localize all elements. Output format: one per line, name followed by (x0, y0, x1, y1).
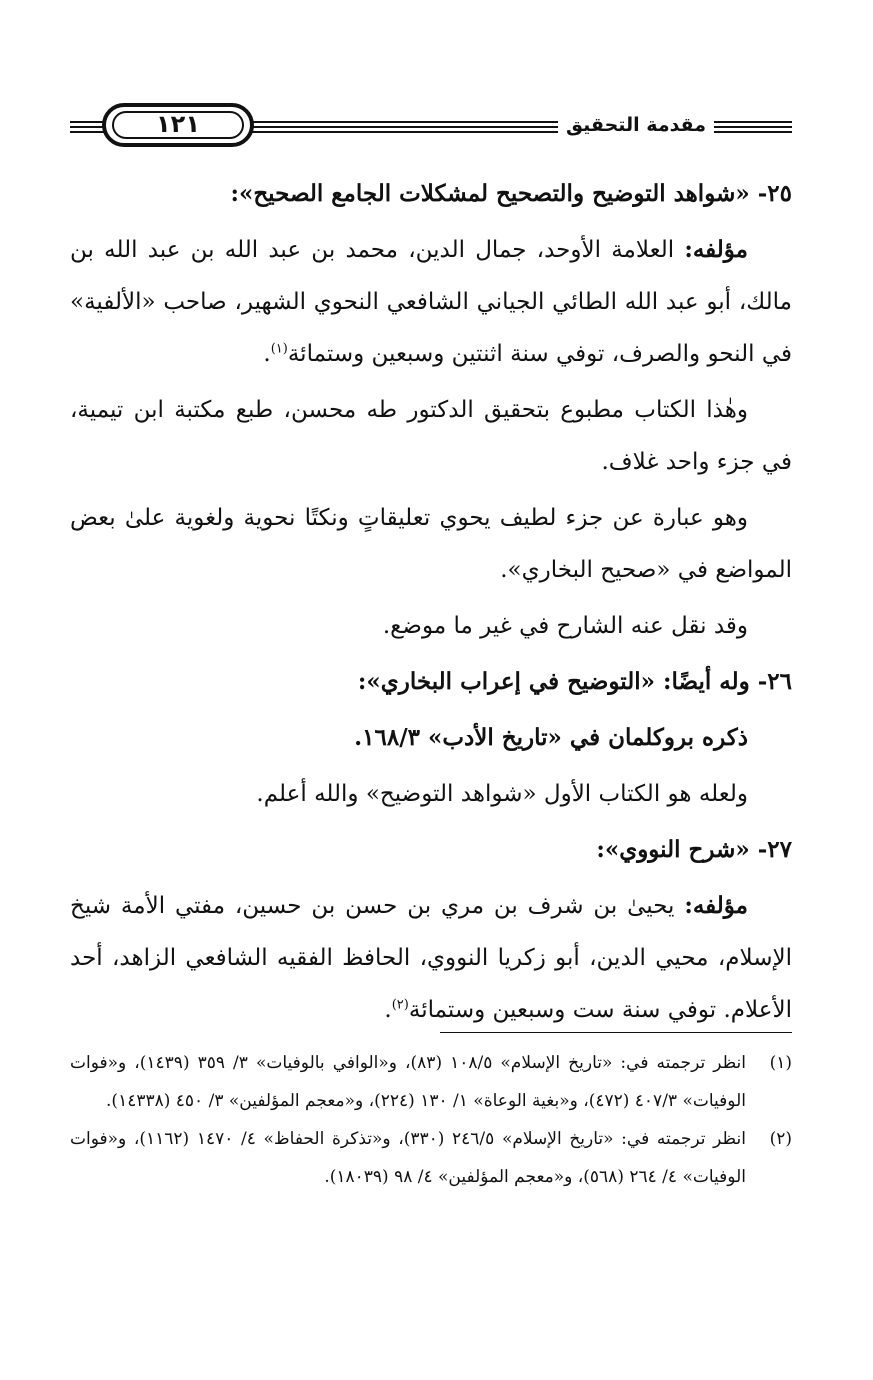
footnote-ref-1[interactable]: (١) (270, 341, 288, 357)
page-number-frame (102, 103, 254, 147)
entry-27-author-paragraph (70, 880, 792, 1036)
brockelmann-text: ذكره بروكلمان في «تاريخ الأدب» ١٦٨/٣. (354, 724, 748, 751)
entry-25-author-paragraph (70, 224, 792, 380)
sentence-end: . (263, 341, 271, 367)
author-text: العلامة الأوحد، جمال الدين، محمد بن عبد الله بن عبد الله بن مالك، أبو عبد الله الطائي الجياني الشافعي النحوي الشهير، صاحب «الألفية» في النحو والصرف، توفي سنة اثنتين وسبعين وستمائة (70, 237, 792, 367)
footnote-text: انظر ترجمته في: «تاريخ الإسلام» ٢٤٦/٥ (٣٣٠)، و«تذكرة الحفاظ» ٤/ ١٤٧٠ (١١٦٢)، و«فوات الوفيات» ٤/ ٢٦٤ (٥٦٨)، و«معجم المؤلفين» ٤/ ٩٨ (١٨٠٣٩). (70, 1129, 746, 1187)
running-title: مقدمة التحقيق (558, 111, 714, 139)
brockelmann-paragraph (70, 712, 792, 764)
page-number: ١٢١ (156, 110, 200, 138)
footnote-2 (70, 1120, 792, 1196)
entry-27-title: ٢٧- «شرح النووي»: (596, 836, 792, 863)
citation-paragraph: وقد نقل عنه الشارح في غير ما موضع. (382, 613, 748, 639)
entry-26-title: ٢٦- وله أيضًا: «التوضيح في إعراب البخاري»: (357, 668, 792, 695)
description-paragraph: وهو عبارة عن جزء لطيف يحوي تعليقاتٍ ونكتًا نحوية ولغوية علىٰ بعض المواضع في «صحيح البخاري». (70, 505, 792, 583)
footnote-marker: (١) (769, 1053, 792, 1073)
entry-25-heading (70, 168, 792, 220)
footnote-ref-2[interactable]: (٢) (391, 997, 409, 1013)
sentence-end: . (384, 997, 392, 1023)
footnotes (70, 1044, 792, 1196)
footnote-marker: (٢) (769, 1129, 792, 1149)
edition-paragraph: وهٰذا الكتاب مطبوع بتحقيق الدكتور طه محسن، طبع مكتبة ابن تيمية، في جزء واحد غلاف. (70, 397, 792, 475)
footnote-text: انظر ترجمته في: «تاريخ الإسلام» ١٠٨/٥ (٨٣)، و«الوافي بالوفيات» ٣/ ٣٥٩ (١٤٣٩)، و«فوات الوفيات» ٤٠٧/٣ (٤٧٢)، و«بغية الوعاة» ١/ ١٣٠ (٢٢٤)، و«معجم المؤلفين» ٣/ ٤٥٠ (١٤٣٣٨). (70, 1053, 746, 1111)
entry-26-heading (70, 656, 792, 708)
note-paragraph: ولعله هو الكتاب الأول «شواهد التوضيح» والله أعلم. (256, 781, 748, 807)
author-label: مؤلفه: (684, 236, 748, 263)
author-label: مؤلفه: (684, 892, 748, 919)
page-header (70, 95, 792, 161)
footnote-1 (70, 1044, 792, 1120)
footnote-separator (440, 1032, 792, 1033)
author-text: يحيىٰ بن شرف بن مري بن حسن بن حسين، مفتي الأمة شيخ الإسلام، محيي الدين، أبو زكريا النووي، الحافظ الفقيه الشافعي الزاهد، أحد الأعلام. توفي سنة ست وسبعين وستمائة (70, 893, 792, 1023)
entry-27-heading (70, 824, 792, 876)
main-text (70, 168, 792, 1040)
entry-25-title: ٢٥- «شواهد التوضيح والتصحيح لمشكلات الجامع الصحيح»: (230, 180, 792, 207)
